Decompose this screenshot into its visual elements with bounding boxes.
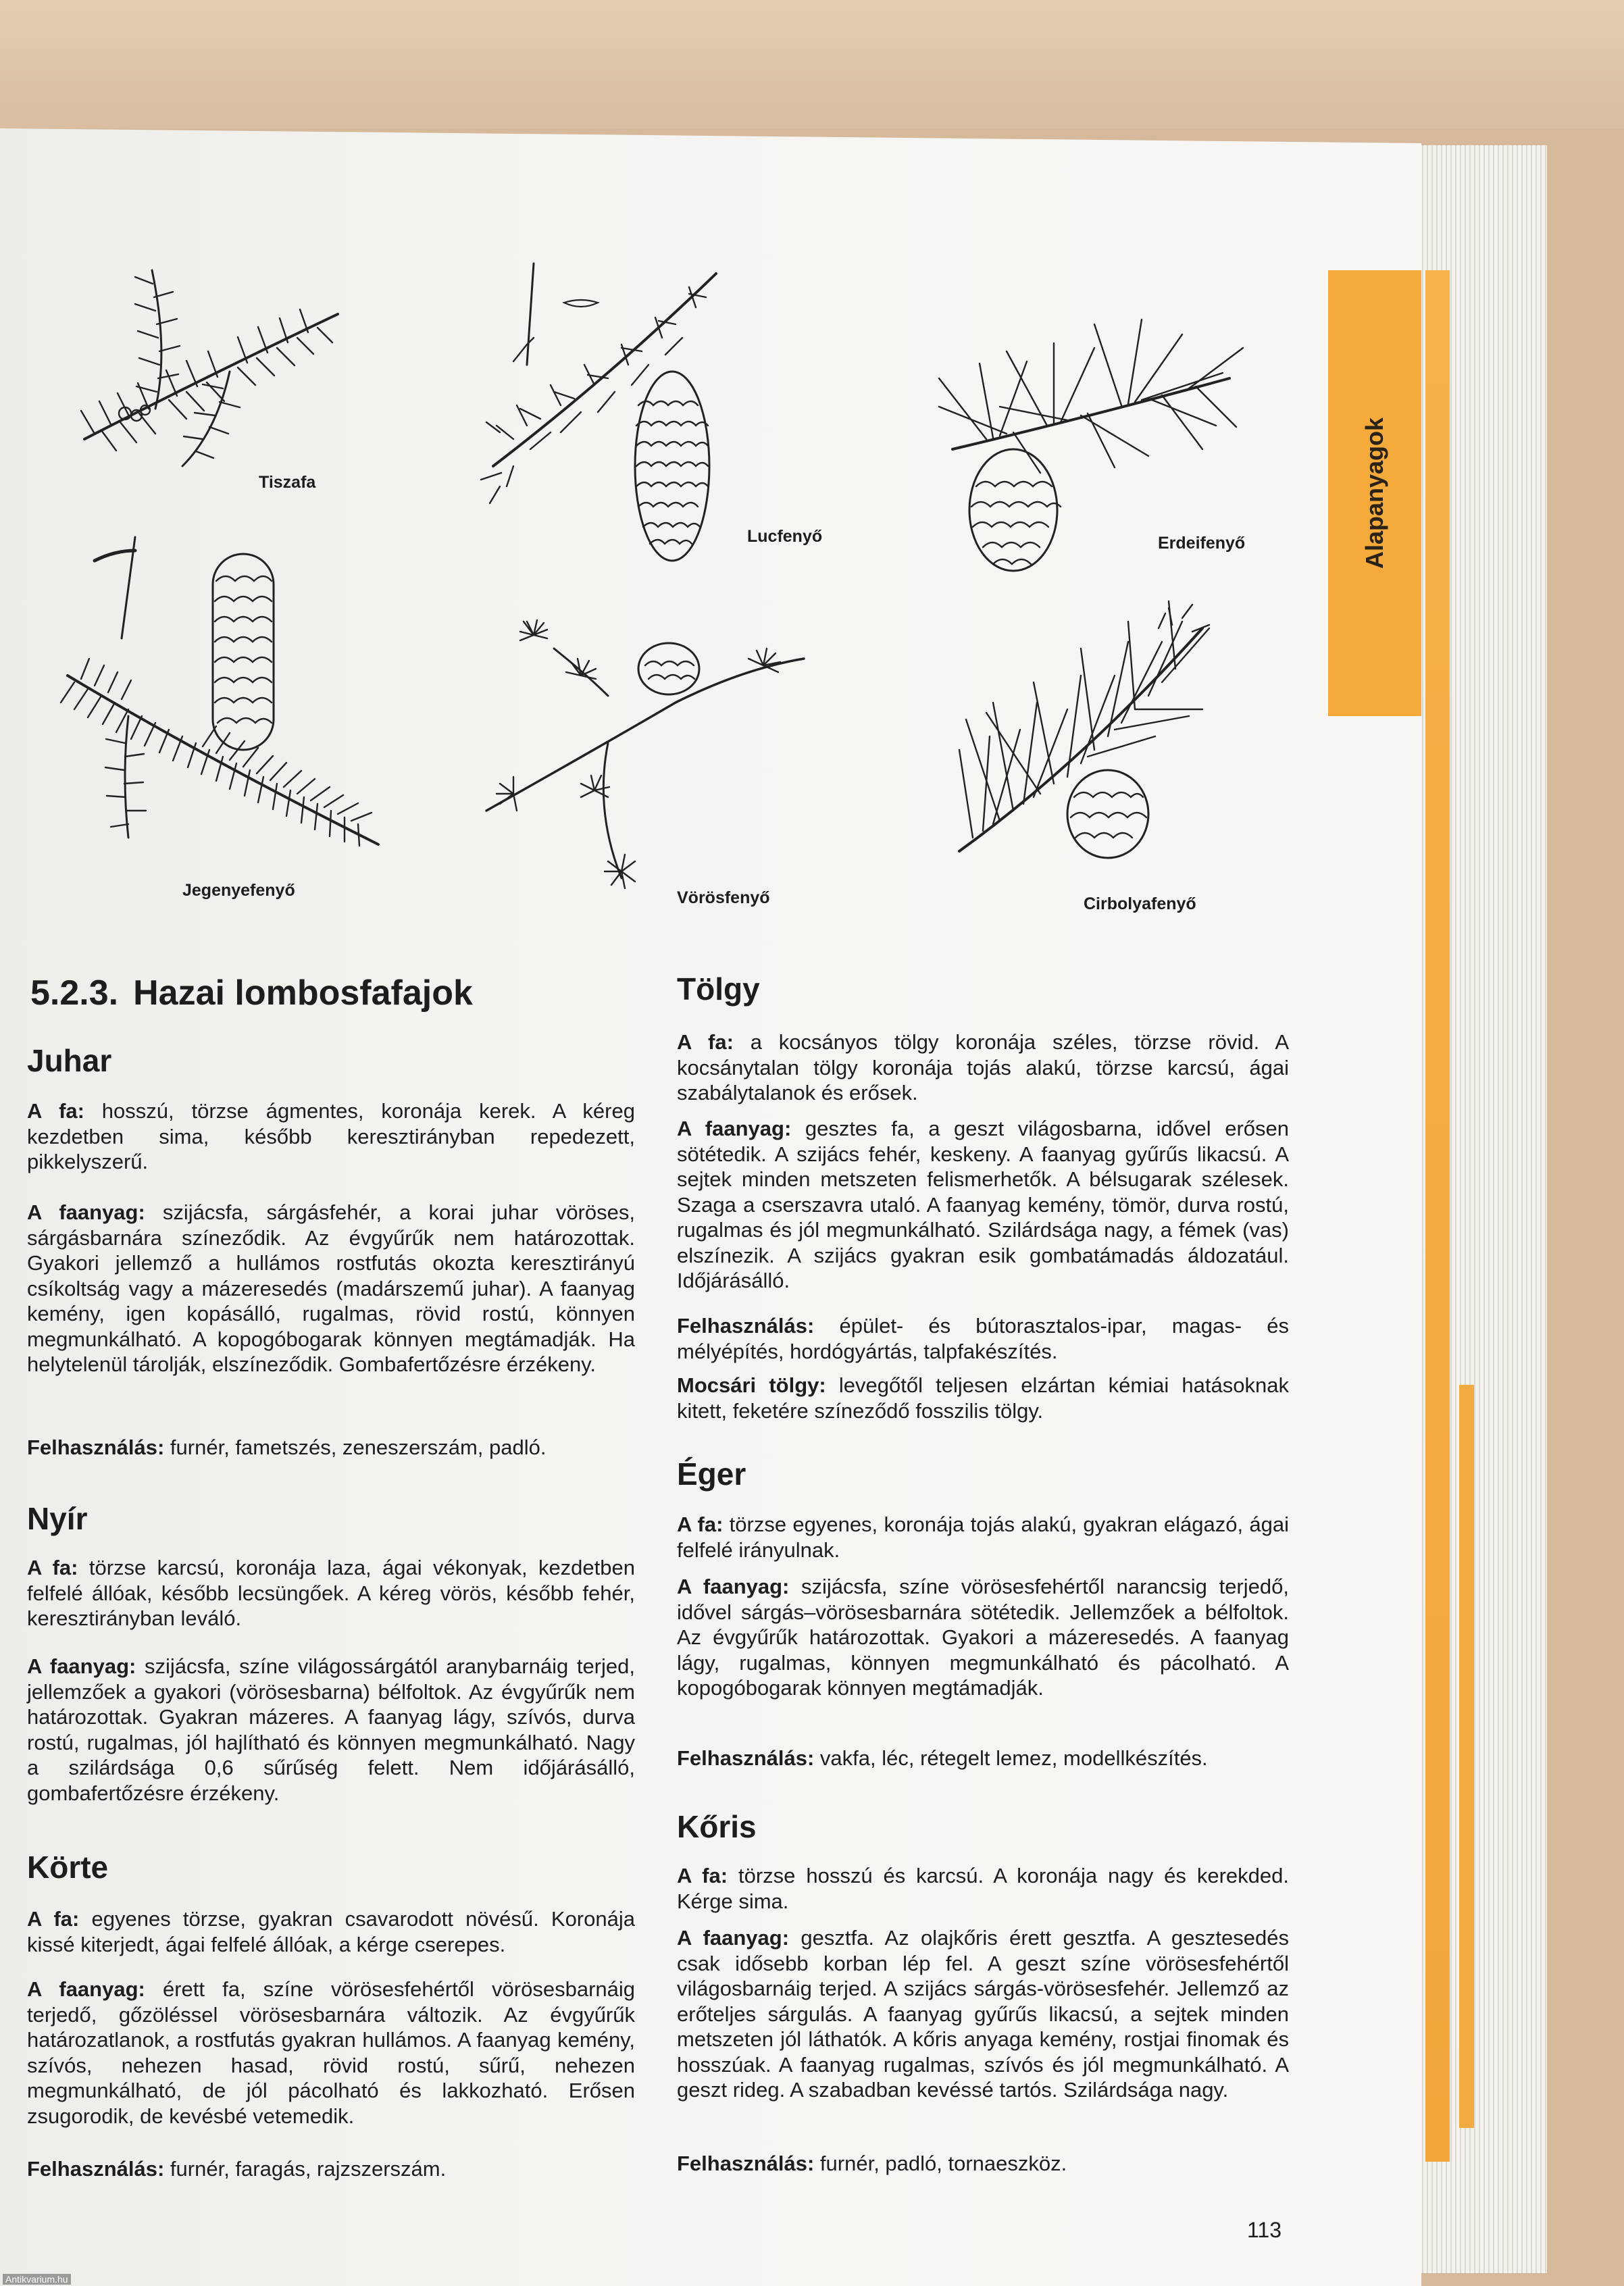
tolgy-felhasznalas-paragraph: Felhasználás: épület- és bútorasztalos-ipar, magas- és mélyépítés, hordógyártás, talpfakészítés. <box>677 1314 1289 1363</box>
eger-fa-paragraph: A fa: törzse egyenes, koronája tojás alakú, gyakran elágazó, ágai felfelé irányulnak. <box>677 1513 1289 1562</box>
species-heading-tolgy: Tölgy <box>677 971 760 1007</box>
page-number: 113 <box>1247 2218 1282 2242</box>
tolgy-fa-paragraph: A fa: a kocsányos tölgy koronája széles, törzse rövid. A kocsánytalan tölgy koronája tojás alakú, törzse karcsú, ágai szabálytalanok és erősek. <box>677 1030 1289 1104</box>
tolgy-faanyag-paragraph: A faanyag: gesztes fa, a geszt világosbarna, idővel erősen sötétedik. A szijács fehér, keskeny. A faanyag gyűrűs likacsú. A sejtek minden metszeten felismerhetők. A bélsugarak szélesek. Szaga a cserszavra utaló. A faanyag kemény, tömör, durva rostú, rugalmas és jól megmunkálható. Szilárdsága nagy, a fémek (vas) elszínezik. A szijács gyakran esik gombatámadás áldozatául. Időjárásálló. <box>677 1117 1289 1292</box>
page-edge-tab-strip-lower <box>1459 1385 1474 2128</box>
juhar-felhasznalas-paragraph: Felhasználás: furnér, fametszés, zeneszerszám, padló. <box>27 1436 547 1459</box>
caption-vorosfenyo: Vörösfenyő <box>677 888 770 907</box>
species-heading-eger: Éger <box>677 1456 746 1492</box>
nyir-fa-paragraph: A fa: törzse karcsú, koronája laza, ágai vékonyak, kezdetben felfelé állóak, később lecsüngőek. A kéreg vörös, később fehér, keresztirányban leváló. <box>27 1556 635 1630</box>
korte-faanyag-paragraph: A faanyag: érett fa, színe vörösesfehértől vörösesbarnáig terjedő, gőzöléssel vörösesbarnára változik. Az évgyűrűk határozatlanok, a rostfutás gyakran hullámos. A faanyag kemény, szívós, nehezen hasad, rövid rostú, sűrű, nehezen megmunkálható, de jól pácolható és lakkozható. Erősen zsugorodik, de kevésbé vetemedik. <box>27 1977 635 2128</box>
koris-faanyag-paragraph: A faanyag: gesztfa. Az olajkőris érett gesztfa. A gesztesedés csak idősebb korban lép fel. A geszt színe vörösesfehértől világosbarnáig terjed. A szijács sárgás-vörösesfehér. Jellemző az erőteljes sárgulás. A faanyag gyűrűs likacsú, a sejtek minden metszeten jól láthatók. A kőris anyaga kemény, rostjai finomak és hosszúak. A faanyag rugalmas, szívós és jól megmunkálható. A geszt rideg. A szabadban kevéssé tartós. Szilárdsága nagy. <box>677 1926 1289 2102</box>
yew-branch-drawing <box>81 270 338 466</box>
spruce-branch-drawing <box>481 263 716 561</box>
korte-fa-paragraph: A fa: egyenes törzse, gyakran csavarodott növésű. Koronája kissé kiterjedt, ágai felfelé állóak, a kérge cserepes. <box>27 1907 635 1956</box>
stone-pine-branch-drawing <box>959 601 1209 858</box>
species-heading-koris: Kőris <box>677 1809 757 1844</box>
caption-lucfenyo: Lucfenyő <box>747 527 823 546</box>
caption-jegenyefenyo: Jegenyefenyő <box>182 881 295 900</box>
caption-cirbolyafenyo: Cirbolyafenyő <box>1084 894 1196 913</box>
section-heading <box>30 973 473 1013</box>
chapter-tab-label: Alapanyagok <box>1361 417 1388 569</box>
larch-branch-drawing <box>486 620 804 888</box>
species-heading-nyir: Nyír <box>27 1501 88 1536</box>
juhar-fa-paragraph: A fa: hosszú, törzse ágmentes, koronája kerek. A kéreg kezdetben sima, később keresztirányban repedezett, pikkelyszerű. <box>27 1099 635 1173</box>
silver-fir-branch-drawing <box>61 537 378 846</box>
tolgy-mocsari-paragraph: Mocsári tölgy: levegőtől teljesen elzártan kémiai hatásoknak kitett, feketére színeződő fosszilis tölgy. <box>677 1373 1289 1423</box>
koris-fa-paragraph: A fa: törzse hosszú és karcsú. A koronája nagy és kerekded. Kérge sima. <box>677 1864 1289 1913</box>
species-heading-juhar: Juhar <box>27 1043 112 1078</box>
section-number: 5.2.3. <box>30 973 119 1013</box>
conifer-illustrations <box>0 0 1624 932</box>
juhar-faanyag-paragraph: A faanyag: szijácsfa, sárgásfehér, a korai juhar vöröses, sárgásbarnára színeződik. Az évgyűrűk nem határozottak. Gyakori jellemző a hullámos rostfutás okozta keresztirányú csíkoltság vagy a mázeresedés (madárszemű juhar). A faanyag kemény, igen kopásálló, rugalmas, rövid rostú, könnyen megmunkálható. A kopogóbogarak könnyen megtámadják. Ha helytelenül tárolják, elszíneződik. Gombafertőzésre érzékeny. <box>27 1200 635 1376</box>
caption-erdeifenyo: Erdeifenyő <box>1158 534 1246 553</box>
eger-felhasznalas-paragraph: Felhasználás: vakfa, léc, rétegelt lemez, modellkészítés. <box>677 1746 1208 1770</box>
koris-felhasznalas-paragraph: Felhasználás: furnér, padló, tornaeszköz. <box>677 2152 1067 2175</box>
watermark-label: Antikvarium.hu <box>3 2274 71 2285</box>
nyir-faanyag-paragraph: A faanyag: szijácsfa, színe világossárgától aranybarnáig terjed, jellemzőek a gyakori (vörösesbarna) bélfoltok. Az évgyűrűk nem határozottak. Gyakran mázeres. A faanyag lágy, szívós, durva rostú, rugalmas, jól hajlítható és könnyen megmunkálható. Nagy a szilárdsága 0,6 sűrűség felett. Nem időjárásálló, gombafertőzésre érzékeny. <box>27 1654 635 1805</box>
eger-faanyag-paragraph: A faanyag: szijácsfa, színe vörösesfehértől narancsig terjedő, idővel sárgás–vörösesbarnára sötétedik. Jellemzőek a bélfoltok. Az évgyűrűk határozottak. Gyakori a mázeresedés. A faanyag lágy, rugalmas, könnyen megmunkálható és pácolható. A kopogóbogarak könnyen megtámadják. <box>677 1575 1289 1700</box>
korte-felhasznalas-paragraph: Felhasználás: furnér, faragás, rajzszerszám. <box>27 2157 447 2181</box>
section-title: Hazai lombosfafajok <box>133 973 473 1013</box>
caption-tiszafa: Tiszafa <box>259 473 316 492</box>
species-heading-korte: Körte <box>27 1850 109 1885</box>
